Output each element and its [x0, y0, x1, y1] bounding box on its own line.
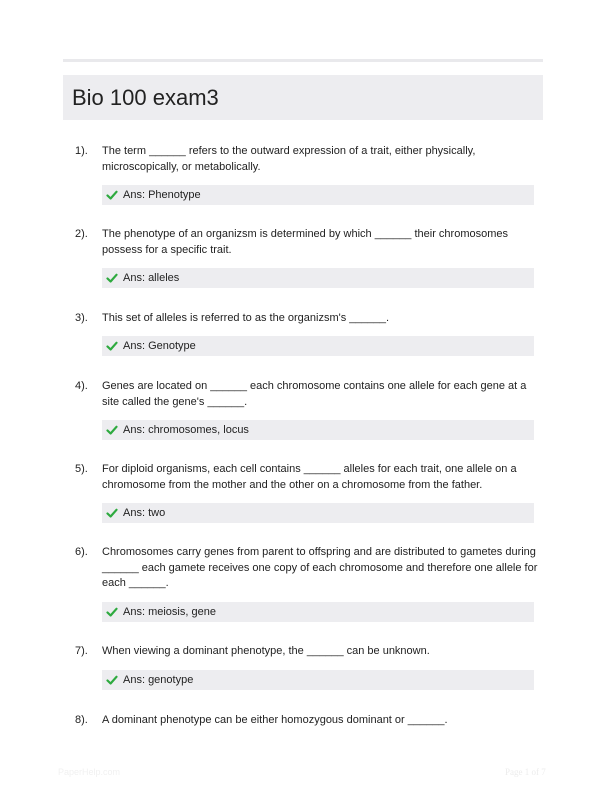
question-text: Chromosomes carry genes from parent to offspring and are distributed to gametes during ______ each gamete receives one copy of each chromosome and therefore one allele for each ______.: [102, 546, 538, 589]
question-number: 1).: [75, 145, 88, 157]
question-text: A dominant phenotype can be either homozygous dominant or ______.: [102, 714, 448, 726]
check-icon: [106, 272, 118, 284]
check-icon: [106, 340, 118, 352]
question-text: This set of alleles is referred to as the organizsm's ______.: [102, 312, 390, 324]
question-text: The term ______ refers to the outward expression of a trait, either physically, microscopically, or metabolically.: [102, 145, 476, 173]
check-icon: [106, 424, 118, 436]
question-text: When viewing a dominant phenotype, the ______ can be unknown.: [102, 645, 430, 657]
answer-box: [102, 602, 534, 622]
question-number: 7).: [75, 645, 88, 657]
question-number: 6).: [75, 546, 88, 558]
answer-box: [102, 185, 534, 205]
question-number: 8).: [75, 714, 88, 726]
question-number: 5).: [75, 463, 88, 475]
document-title: Bio 100 exam3: [72, 85, 219, 110]
title-bar: [63, 75, 543, 120]
answer-text: Ans: two: [123, 507, 166, 519]
answer-text: Ans: Genotype: [123, 340, 196, 352]
check-icon: [106, 674, 118, 686]
answer-text: Ans: chromosomes, locus: [123, 424, 249, 436]
question-number: 2).: [75, 228, 88, 240]
question-text: Genes are located on ______ each chromosome contains one allele for each gene at a site called the gene's ______.: [102, 380, 527, 408]
answer-box: [102, 336, 534, 356]
answer-text: Ans: alleles: [123, 272, 180, 284]
answer-text: Ans: meiosis, gene: [123, 606, 216, 618]
check-icon: [106, 507, 118, 519]
answer-text: Ans: Phenotype: [123, 189, 201, 201]
answer-box: [102, 420, 534, 440]
question-number: 3).: [75, 312, 88, 324]
check-icon: [106, 606, 118, 618]
question-number: 4).: [75, 380, 88, 392]
page-number: Page 1 of 7: [505, 767, 546, 777]
top-divider: [63, 59, 543, 62]
check-icon: [106, 189, 118, 201]
answer-box: [102, 503, 534, 523]
answer-text: Ans: genotype: [123, 674, 194, 686]
question-text: For diploid organisms, each cell contains ______ alleles for each trait, one allele on a chromosome from the mother and the other on a chromosome from the father.: [102, 463, 517, 491]
footer-watermark: PaperHelp.com: [58, 767, 121, 777]
answer-box: [102, 670, 534, 690]
question-text: The phenotype of an organizsm is determined by which ______ their chromosomes possess for a specific trait.: [102, 228, 509, 256]
answer-box: [102, 268, 534, 288]
